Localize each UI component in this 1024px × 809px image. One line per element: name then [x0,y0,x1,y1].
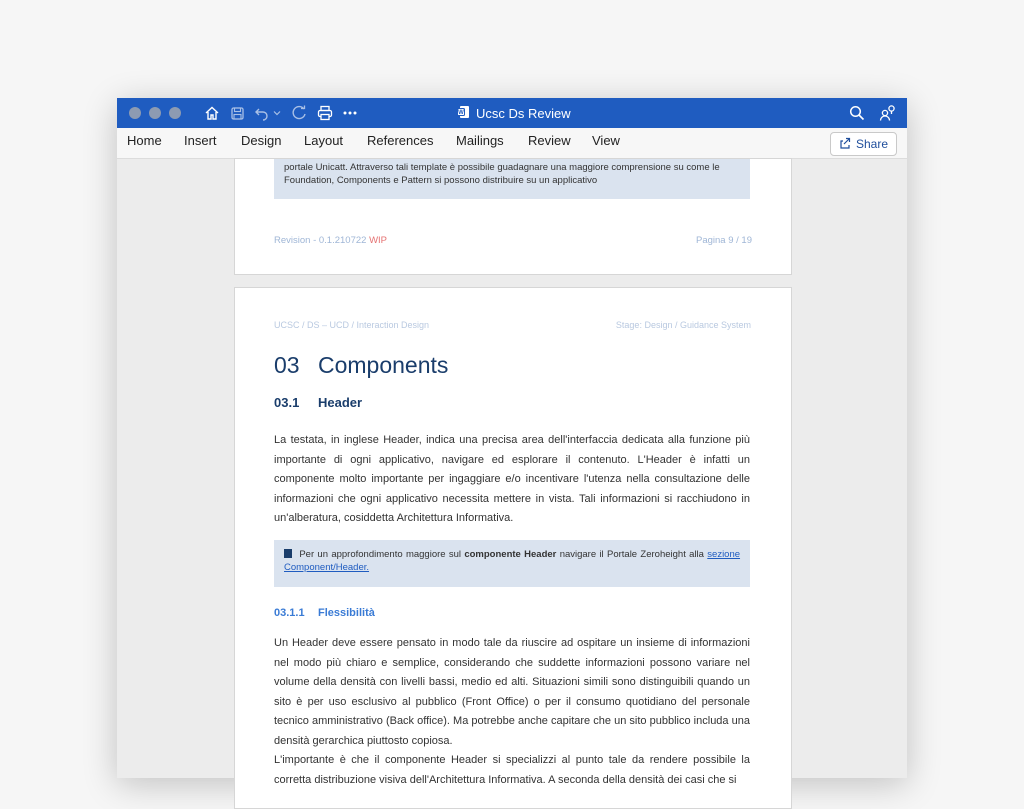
body-paragraph[interactable]: La testata, in inglese Header, indica una precisa area dell'interfaccia dedicata alla funzione più importante di ogni applicativo, navigare ed esplorare il contenuto. L'Header è infatti un componente molto importante per ingaggiare e/o incentivare l'utenza nella consultazione delle informazioni che ogni applicativo necessita mettere in vista. Tali informazioni si racchiudono in un'alberatura, cosiddetta Architettura Informativa. [274,434,750,524]
word-window [117,98,907,786]
share-label: Share [855,137,888,151]
heading-3-number: 03.1.1 [274,607,305,619]
document-title-text: Ucsc Ds Review [476,105,571,121]
search-icon[interactable] [847,103,867,123]
tab-design[interactable]: Design [241,133,282,148]
callout-text: navigare il Portale Zeroheight alla [559,549,704,560]
callout-text-line: portale Unicatt. Attraverso tali template è possibile guadagnare una maggiore comprensione su come le [284,162,720,173]
body-paragraph[interactable]: L'importante è che il componente Header si specializzi al punto tale da rendere possibile la corretta distribuzione visiva dell'Architettura Informativa. A seconda della densità dei casi che si [274,754,750,786]
page-header-stage: Stage: Design / Guidance System [615,320,751,330]
ribbon-tab-bar [117,128,907,159]
heading-2-title: Header [318,395,363,410]
page-footer-revision [274,235,387,246]
tab-insert[interactable]: Insert [184,133,217,148]
heading-2[interactable] [274,395,362,410]
maximize-window-button[interactable] [169,107,181,119]
word-doc-icon [457,105,470,122]
minimize-window-button[interactable] [149,107,161,119]
heading-1-title: Components [318,352,449,378]
callout-text-line: Foundation, Components e Pattern si possono distribuire su un applicativo [284,175,598,186]
tab-home[interactable]: Home [127,133,162,148]
more-icon[interactable] [341,103,359,123]
info-callout [274,159,750,199]
title-bar [117,98,907,128]
tab-references[interactable]: References [367,133,434,148]
document-page-10 [234,287,792,809]
callout-bold-text: componente Header [464,549,557,560]
undo-icon[interactable] [253,103,271,123]
zeroheight-link[interactable]: sezione Component/Header. [284,549,741,573]
account-icon[interactable] [877,103,899,123]
info-callout-link [274,540,750,587]
share-button[interactable] [830,132,897,156]
wip-status: WIP [369,235,388,246]
share-icon [839,137,851,152]
tab-view[interactable]: View [592,133,620,148]
close-window-button[interactable] [129,107,141,119]
document-page-9 [234,158,792,275]
heading-1[interactable] [274,352,448,379]
tab-review[interactable]: Review [528,133,571,148]
heading-3[interactable] [274,607,375,619]
heading-2-number: 03.1 [274,395,300,410]
page-footer-number: Pagina 9 / 19 [696,235,752,246]
chevron-down-icon[interactable] [272,103,282,123]
redo-icon[interactable] [289,103,309,123]
document-title [457,98,577,128]
save-icon[interactable] [227,103,247,123]
heading-1-number: 03 [274,352,300,378]
callout-text: Per un approfondimento maggiore sul [299,549,462,560]
revision-text: Revision - 0.1.210722 [274,235,367,246]
page-header-breadcrumb: UCSC / DS – UCD / Interaction Design [274,320,430,330]
body-paragraph[interactable]: Un Header deve essere pensato in modo tale da riuscire ad ospitare un insieme di informazioni nel modo più chiaro e semplice, considerando che suddette informazioni possono variare nel volume della densità con livelli bassi, medio ed alti. Situazioni simili sono distinguibili quando un sito è per uso esclusivo al pubblico (Front Office) o per il consumo quotidiano del personale tecnico amministrativo (Back office). Ma potrebbe anche capitare che un sito pubblico includa una densità gerarchica piuttosto copiosa. [274,637,750,747]
svg-text:W: W [458,109,464,116]
home-icon[interactable] [202,103,222,123]
heading-3-title: Flessibilità [318,607,375,619]
flag-icon [284,549,292,558]
print-icon[interactable] [315,103,335,123]
tab-layout[interactable]: Layout [304,133,344,148]
tab-mailings[interactable]: Mailings [456,133,504,148]
